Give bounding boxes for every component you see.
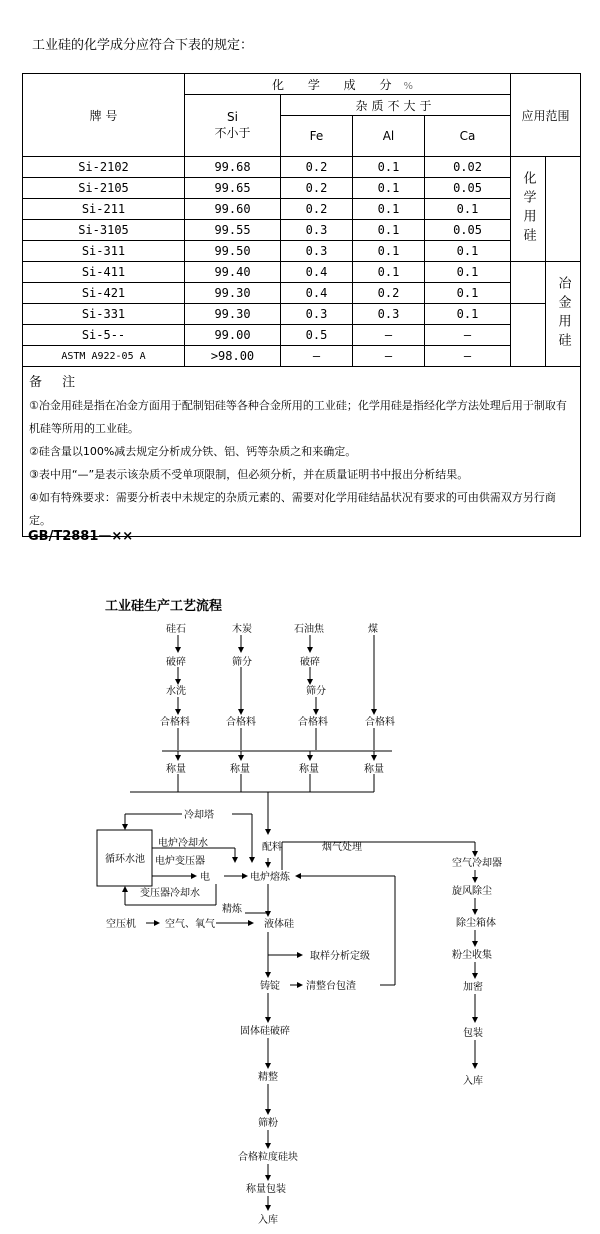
- node-finishing: 精整: [258, 1072, 278, 1083]
- node-sieve-2: 筛分: [306, 686, 326, 697]
- table-row: ASTM A922-05 A >98.00 — — —: [23, 346, 581, 367]
- node-wash: 水洗: [166, 686, 186, 697]
- label-trans-water: 变压器冷却水: [140, 888, 200, 899]
- usage-blank-a: [546, 157, 581, 262]
- table-row: Si-211 99.60 0.2 0.1 0.1: [23, 199, 581, 220]
- header-si: Si 不小于: [185, 95, 281, 157]
- node-weigh-2: 称量: [230, 764, 250, 775]
- node-raw-coal: 煤: [368, 624, 378, 635]
- node-cyclone: 旋风除尘: [452, 886, 492, 897]
- node-qualified-1: 合格料: [160, 717, 190, 728]
- node-sized: 合格粒度硅块: [238, 1152, 298, 1163]
- node-batching: 配料: [262, 842, 282, 853]
- node-air-cool: 空气冷却器: [452, 858, 502, 869]
- header-usage: 应用范围: [511, 74, 581, 157]
- node-casting: 铸锭: [260, 981, 280, 992]
- node-dust: 粉尘收集: [452, 950, 492, 961]
- label-refine: 精炼: [222, 904, 242, 915]
- usage-metallurgical: 冶金用硅: [546, 262, 581, 367]
- table-row: Si-3105 99.55 0.3 0.1 0.05: [23, 220, 581, 241]
- node-sieve: 筛分: [232, 657, 252, 668]
- label-air-oxygen: 空气、氧气: [165, 919, 215, 930]
- node-bag: 除尘箱体: [456, 918, 496, 929]
- node-pool: 循环水池: [105, 854, 145, 865]
- node-weigh-1: 称量: [166, 764, 186, 775]
- node-clean-ladle: 清整台包渣: [306, 981, 356, 992]
- table-row: Si-5-- 99.00 0.5 — —: [23, 325, 581, 346]
- table-row: Si-421 99.30 0.4 0.2 0.1: [23, 283, 581, 304]
- flow-title: 工业硅生产工艺流程: [105, 599, 223, 614]
- note-item: ②硅含量以100%减去规定分析成分铁、铝、钙等杂质之和来确定。: [29, 445, 357, 458]
- node-cooling-tower: 冷却塔: [184, 810, 214, 821]
- node-crush-2: 破碎: [300, 657, 320, 668]
- node-qualified-2: 合格料: [226, 717, 256, 728]
- notes-cell: [23, 367, 581, 537]
- table-row: Si-411 99.40 0.4 0.1 0.1 冶金用硅: [23, 262, 581, 283]
- header-brand: 牌 号: [23, 74, 185, 157]
- node-compressor: 空压机: [106, 919, 136, 930]
- node-raw-petcoke: 石油焦: [294, 624, 324, 635]
- header-fe: Fe: [281, 116, 353, 157]
- node-liquid: 液体硅: [264, 919, 294, 930]
- usage-chemical: 化学用硅: [511, 157, 546, 262]
- label-electric: 电: [200, 872, 210, 883]
- header-al: Al: [353, 116, 425, 157]
- composition-table: [22, 73, 581, 537]
- note-item: ③表中用“—”是表示该杂质不受单项限制，但必须分析，并在质量证明书中报出分析结果。: [29, 468, 469, 481]
- node-qualified-4: 合格料: [365, 717, 395, 728]
- node-store-2: 入库: [463, 1076, 483, 1087]
- note-item: ④如有特殊要求：需要分析表中未规定的杂质元素的、需要对化学用硅结晶状况有要求的可由供需双方另行商定。: [29, 491, 556, 527]
- header-chem: 化 学 成 分 %: [185, 74, 511, 95]
- node-smelt: 电炉熔炼: [250, 872, 290, 883]
- node-qualified-3: 合格料: [298, 717, 328, 728]
- node-weigh-4: 称量: [364, 764, 384, 775]
- node-crush: 破碎: [166, 657, 186, 668]
- notes-title: 备 注: [29, 375, 84, 390]
- header-ca: Ca: [425, 116, 511, 157]
- table-row: Si-331 99.30 0.3 0.3 0.1: [23, 304, 581, 325]
- node-sieve-3: 筛粉: [258, 1118, 278, 1129]
- label-fume: 烟气处理: [322, 842, 362, 853]
- usage-blank-c: [511, 304, 546, 367]
- node-store: 入库: [258, 1215, 278, 1226]
- node-solid-crush: 固体硅破碎: [240, 1026, 290, 1037]
- table-row: Si-2102 99.68 0.2 0.1 0.02 化学用硅: [23, 157, 581, 178]
- node-sampling: 取样分析定级: [310, 951, 370, 962]
- table-row: Si-2105 99.65 0.2 0.1 0.05: [23, 178, 581, 199]
- process-flow-diagram: [0, 580, 600, 1234]
- usage-blank-b: [511, 262, 546, 304]
- intro-text: 工业硅的化学成分应符合下表的规定：: [32, 38, 254, 53]
- node-raw-charcoal: 木炭: [232, 624, 252, 635]
- node-raw-quartz: 硅石: [166, 624, 186, 635]
- node-weigh-3: 称量: [299, 764, 319, 775]
- node-pack: 包装: [463, 1028, 483, 1039]
- note-item: ①冶金用硅是指在冶金方面用于配制铝硅等各种合金所用的工业硅；化学用硅是指经化学方法处理后用于制取有机硅等所用的工业硅。: [29, 399, 567, 435]
- label-furnace-trans: 电炉变压器: [155, 856, 205, 867]
- header-impurity: 杂质不大于: [281, 95, 511, 116]
- node-pack-weigh: 称量包装: [246, 1184, 286, 1195]
- label-furnace-water: 电炉冷却水: [158, 838, 208, 849]
- table-row: Si-311 99.50 0.3 0.1 0.1: [23, 241, 581, 262]
- node-densify: 加密: [463, 982, 483, 993]
- standard-number: GB/T2881—××: [28, 529, 134, 544]
